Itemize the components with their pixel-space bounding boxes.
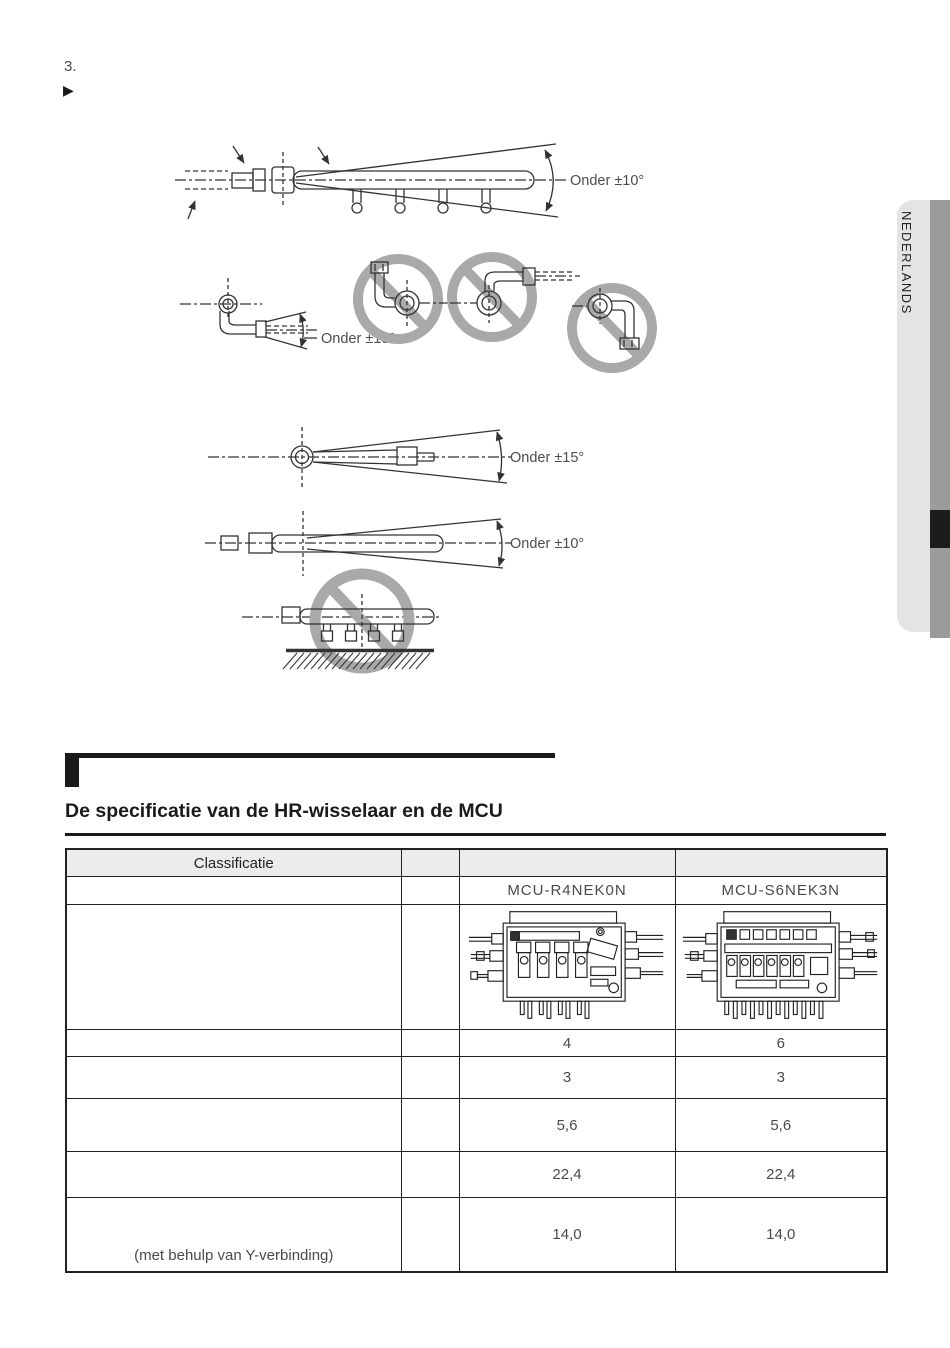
diagram-header-pipe	[175, 144, 644, 219]
header-empty-cell	[675, 849, 887, 877]
model-row	[66, 877, 887, 905]
table-row	[66, 1198, 887, 1273]
tolerance-label-3: Onder ±15°	[510, 450, 585, 466]
classification-note: (met behulp van Y-verbinding)	[66, 1198, 401, 1273]
model-name: MCU-S6NEK3N	[675, 877, 887, 905]
mcu-s6nek3n-image	[681, 907, 881, 1023]
language-tab-label: NEDERLANDS	[899, 211, 914, 315]
diagram-straight-pipe	[205, 511, 584, 576]
prohibited-elbow-3	[572, 288, 652, 368]
tolerance-label-1: Onder ±10°	[570, 173, 645, 189]
table-row	[66, 1057, 887, 1099]
spec-table	[65, 848, 888, 1273]
mcu-r4nek0n-image	[467, 907, 667, 1023]
value-cell: 14,0	[459, 1198, 675, 1273]
section-divider-block	[65, 753, 79, 787]
header-empty-cell	[401, 849, 459, 877]
table-row	[66, 1030, 887, 1057]
value-cell: 3	[675, 1057, 887, 1099]
value-cell: 5,6	[459, 1099, 675, 1152]
value-cell: 3	[459, 1057, 675, 1099]
header-empty-cell	[459, 849, 675, 877]
prohibited-elbow-2	[450, 257, 580, 337]
value-cell: 4	[459, 1030, 675, 1057]
diagram-elbow-orientations	[180, 257, 652, 368]
value-cell: 22,4	[675, 1152, 887, 1198]
table-row	[66, 1152, 887, 1198]
value-cell: 5,6	[675, 1099, 887, 1152]
tolerance-label-4: Onder ±10°	[510, 536, 585, 552]
value-cell: 6	[675, 1030, 887, 1057]
page-title: De specificatie van de HR-wisselaar en de MCU	[65, 800, 503, 822]
prohibited-floor-clearance	[242, 574, 441, 669]
title-underline	[65, 833, 886, 836]
table-row	[66, 1099, 887, 1152]
table-header-row	[66, 849, 887, 877]
prohibited-elbow-1	[358, 259, 450, 339]
value-cell: 14,0	[675, 1198, 887, 1273]
value-cell: 22,4	[459, 1152, 675, 1198]
appearance-row	[66, 905, 887, 1030]
model-name: MCU-R4NEK0N	[459, 877, 675, 905]
bullet-arrow-icon: ▶	[63, 82, 74, 98]
classification-header: Classificatie	[66, 849, 401, 877]
tolerance-label-2: Onder ±15°	[321, 331, 396, 347]
diagram-single-branch	[208, 427, 584, 489]
section-divider-bar	[65, 753, 555, 758]
section-number: 3.	[64, 58, 77, 75]
